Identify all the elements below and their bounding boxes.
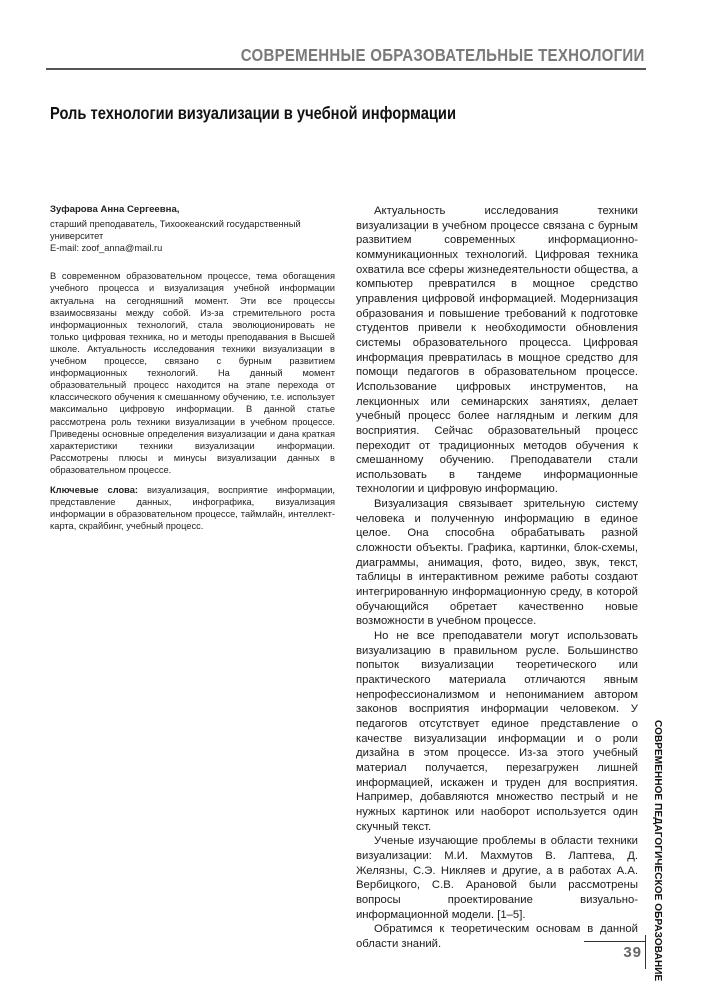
keywords-label: Ключевые слова: [50, 484, 139, 495]
author-email[interactable]: E-mail: zoof_anna@mail.ru [50, 243, 163, 254]
body-paragraph: Визуализация связывает зрительную систему человека и полученную информацию в единое целое. Она способна обрабатывать разной сложности объекты. Графика, картинки, блок-схемы, диаграммы, анимация, фото, видео, звук, текст, таблицы в интерактивном режиме работы создают интегрированную информационную среду, в которой обучающийся обретает качественно новые возможности в учебном процессе. [356, 498, 638, 628]
body-column [356, 204, 638, 951]
article-title: Роль технологии визуализации в учебной информации [50, 103, 456, 123]
abstract: В современном образовательном процессе, тема обогащения учебного процесса и визуализация учебной информации актуальна на сегодняшний момент. Эти все процессы взаимосвязаны между собой. Из-за стремительного роста информационных технологий, стала эволюционировать не только цифровая техника, но и методы преподавания в Высшей школе. Актуальность исследования техники визуализации в учебном процессе, связано с бурным развитием информационных технологий. На данный момент образовательный процесс находится на этапе перехода от классического обучения к смешанному обучению, т.е. использует максимально цифровую информации. В данной статье рассмотрена роль техники визуализации в учебном процессе. Приведены основные определения визуализации и дана краткая характеристики техники визуализации информации. Рассмотрены плюсы и минусы визуализации данных в образовательном процессе. [50, 271, 335, 475]
journal-section-title: СОВРЕМЕННЫЕ ОБРАЗОВАТЕЛЬНЫЕ ТЕХНОЛОГИИ [241, 45, 645, 65]
body-paragraph: Но не все преподаватели могут использовать визуализацию в правильном русле. Большинство попыток визуализации теоретического или практического материала отличаются явным непрофессионализмом и непониманием автором законов восприятия информации человеком. У педагогов отсутствует единое представление о качестве визуализации информации и о роли дизайна в этом процессе. Из-за этого учебный материал получается, перезагружен лишней информацией, искажен и труден для восприятия. Например, добавляются множество пестрый и не нужных картинок или наоборот используется один скучный текст. [356, 630, 638, 833]
sidebar-journal-name: СОВРЕМЕННОЕ ПЕДАГОГИЧЕСКОЕ ОБРАЗОВАНИЕ [652, 720, 663, 982]
author-name: Зуфарова Анна Сергеевна, [50, 204, 180, 215]
left-column [50, 204, 335, 532]
keywords [50, 484, 335, 532]
body-paragraph: Обратимся к теоретическим основам в данной области знаний. [356, 923, 638, 950]
page-number: 39 [623, 944, 642, 961]
author-affiliation: старший преподаватель, Тихоокеанский государственный университет [50, 219, 301, 242]
body-paragraph: Ученые изучающие проблемы в области техники визуализации: М.И. Махмутов В. Лаптева, Д. Желязны, С.Э. Никляев и другие, а в работах А.А. Вербицкого, С.В. Арановой были рассмотрены вопросы проектирование визуально-информационной модели. [1–5]. [356, 835, 638, 921]
header-rule [46, 68, 646, 70]
footer-rule [584, 941, 646, 942]
body-paragraph: Актуальность исследования техники визуализации в учебном процессе связана с бурным развитием современных информационно-коммуникационных технологий. Цифровая техника охватила все сферы жизнедеятельности общества, а компьютер превратился в мощное средство управления цифровой информацией. Модернизация образования и повышение требований к подготовке студентов привели к необходимости обновления системы образовательного процесса. Цифровая информация превратилась в мощное средство для помощи педагогов в образовательном процессе. Использование цифровых инструментов, на лекционных или семинарских занятиях, делает учебный процесс более наглядным и легким для восприятия. Сейчас образовательный процесс переходит от традиционных методов обучения к смешанному обучению. Преподаватели стали использовать в тандеме информационные технологии и цифровую информацию. [356, 205, 638, 496]
keywords-text: визуализация, восприятие информации, представление данных, инфографика, визуализация информации в образовательном процессе, таймлайн, интеллект-карта, скрайбинг, учебный процесс. [50, 484, 336, 532]
